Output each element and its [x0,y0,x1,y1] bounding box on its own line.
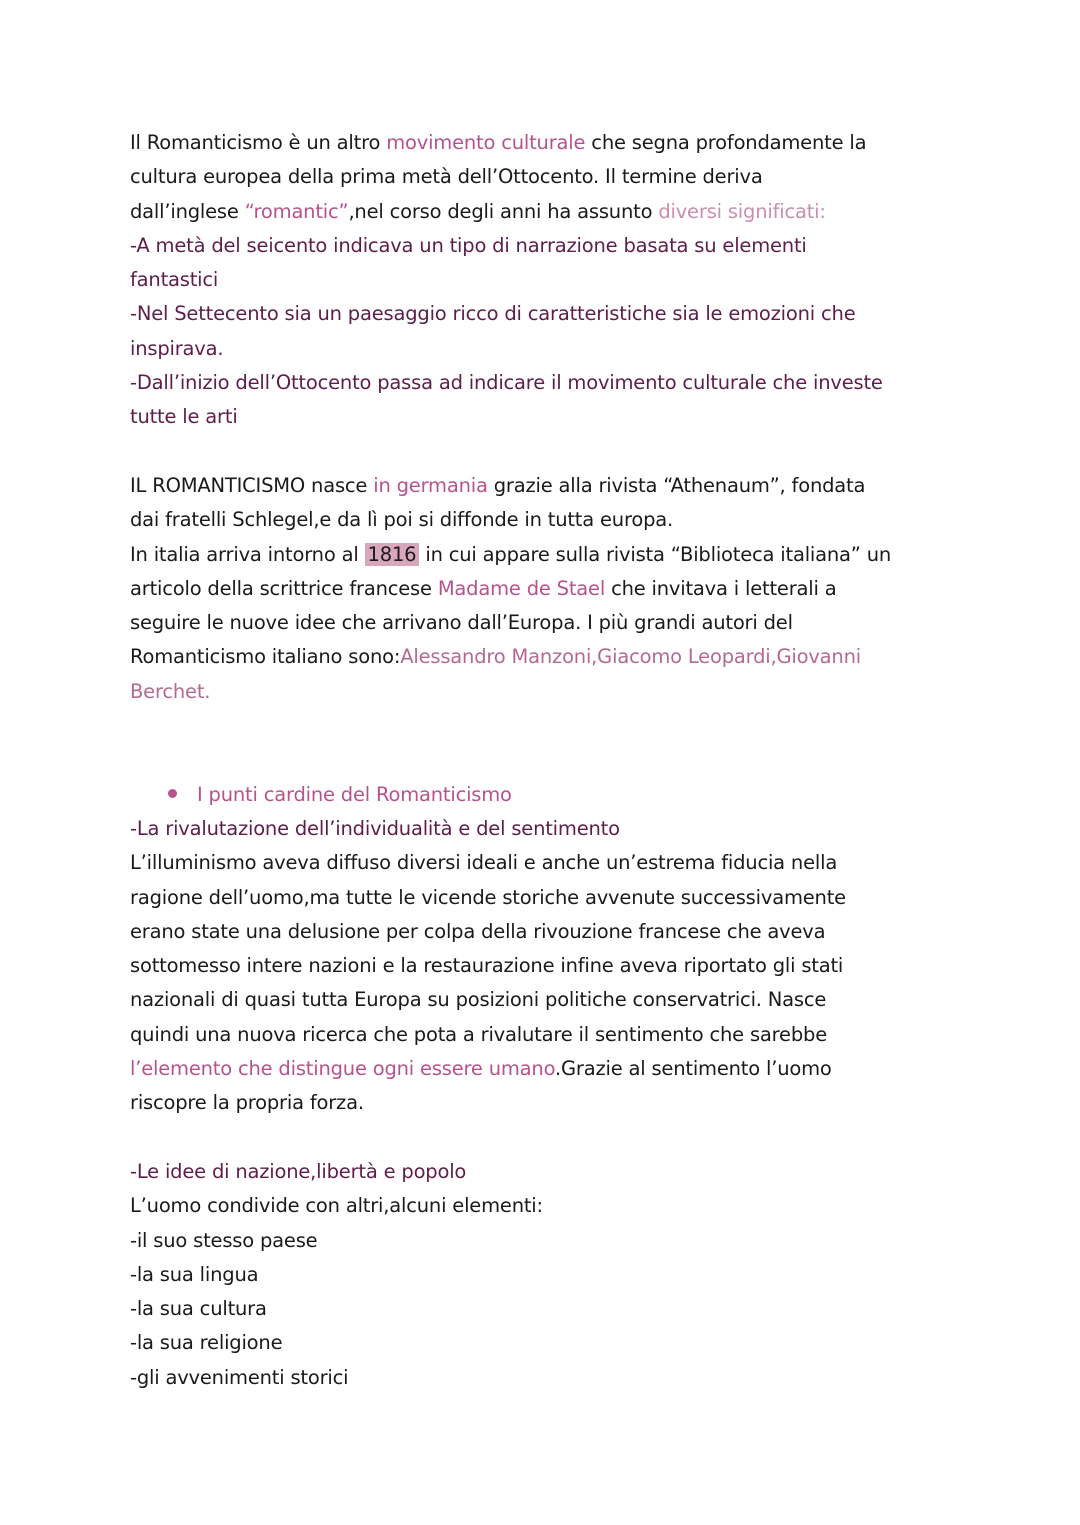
origin-line [130,572,970,606]
origin-line [130,640,970,674]
meaning-item: -A metà del seicento indicava un tipo di narrazione basata su elementi [130,233,807,257]
paragraph-line [130,1052,970,1086]
paragraph-line: riscopre la propria forza. [130,1091,364,1115]
origin-line [130,469,970,503]
term-madame-de-stael: Madame de Stael [437,576,606,600]
intro-line: cultura europea della prima metà dell’Ottocento. Il termine deriva [130,165,763,189]
intro-text: dall’inglese [130,199,245,223]
meaning-item: tutte le arti [130,405,238,429]
spacer [130,709,970,743]
origin-text: IL ROMANTICISMO nasce [130,473,374,497]
subsection-title: -La rivalutazione dell’individualità e del sentimento [130,816,620,840]
list-item: -il suo stesso paese [130,1228,318,1252]
subsection-title: -Le idee di nazione,libertà e popolo [130,1159,467,1183]
bullet-heading-text: I punti cardine del Romanticismo [197,782,512,806]
bullet-icon [168,789,177,798]
spacer [130,435,970,469]
list-item: -gli avvenimenti storici [130,1365,349,1389]
intro-text: ,nel corso degli anni ha assunto [348,199,659,223]
origin-text: che invitava i letterali a [605,576,837,600]
origin-line: dai fratelli Schlegel,e da lì poi si diffonde in tutta europa. [130,508,673,532]
paragraph-text: .Grazie al sentimento l’uomo [554,1057,832,1081]
origin-line [130,538,970,572]
paragraph-line: erano state una delusione per colpa della rivouzione francese che aveva [130,919,826,943]
term-movimento-culturale: movimento culturale [386,131,586,154]
intro-line [130,195,970,229]
origin-text: articolo della scrittrice francese [130,576,438,600]
paragraph-line: L’illuminismo aveva diffuso diversi ideali e anche un’estrema fiducia nella [130,851,838,875]
spacer [130,1121,970,1155]
bullet-heading [130,778,970,812]
list-item: -la sua lingua [130,1262,259,1286]
paragraph-line: nazionali di quasi tutta Europa su posizioni politiche conservatrici. Nasce [130,988,827,1012]
authors-list: Alessandro Manzoni,Giacomo Leopardi,Giovanni [400,645,861,669]
list-item: -la sua religione [130,1331,283,1355]
list-item: -la sua cultura [130,1297,267,1321]
authors-list: Berchet. [130,679,211,703]
highlighted-year: 1816 [365,543,420,566]
origin-line: seguire le nuove idee che arrivano dall’Europa. I più grandi autori del [130,611,793,635]
meaning-item: -Dall’inizio dell’Ottocento passa ad indicare il movimento culturale che investe [130,371,883,395]
intro-line [130,126,970,160]
spacer [130,743,970,777]
meaning-item: fantastici [130,268,219,292]
origin-text: in cui appare sulla rivista “Biblioteca italiana” un [419,542,892,566]
meaning-item: inspirava. [130,336,224,360]
paragraph-line: ragione dell’uomo,ma tutte le vicende storiche avvenute successivamente [130,885,846,909]
origin-text: grazie alla rivista “Athenaum”, fondata [487,473,866,497]
paragraph-line: sottomesso intere nazioni e la restaurazione infine aveva riportato gli stati [130,954,844,978]
paragraph-line: quindi una nuova ricerca che pota a rivalutare il sentimento che sarebbe [130,1022,827,1046]
origin-text: Romanticismo italiano sono: [130,645,401,669]
term-elemento-umano: l’elemento che distingue ogni essere umano [130,1057,555,1081]
term-diversi-significati: diversi significati: [658,199,826,223]
origin-text: In italia arriva intorno al [130,542,365,566]
list-intro: L’uomo condivide con altri,alcuni elementi: [130,1194,543,1218]
intro-text: Il Romanticismo è un altro [130,131,387,154]
term-in-germania: in germania [373,473,488,497]
term-romantic: “romantic” [244,199,349,223]
intro-text: che segna profondamente la [585,131,867,154]
notes-content [130,126,970,1395]
meaning-item: -Nel Settecento sia un paesaggio ricco di caratteristiche sia le emozioni che [130,302,856,326]
